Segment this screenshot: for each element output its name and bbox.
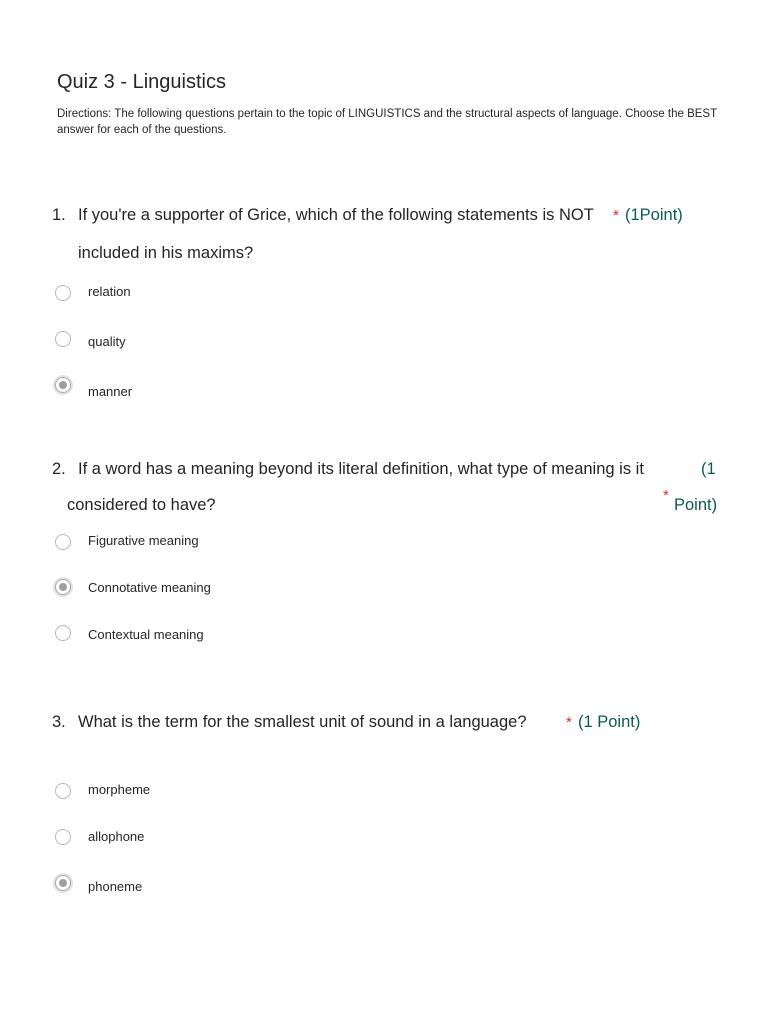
question-points: (1 Point) — [578, 713, 641, 731]
required-asterisk: * — [566, 714, 572, 731]
question-points: (1Point) — [625, 206, 683, 224]
question-text-continued: considered to have? — [67, 496, 216, 514]
radio-button[interactable] — [55, 285, 71, 301]
option-label[interactable]: Contextual meaning — [88, 627, 204, 642]
question-text: What is the term for the smallest unit of sound in a language? — [78, 713, 527, 731]
question-text: If you're a supporter of Grice, which of the following statements is NOT — [78, 206, 594, 224]
radio-button[interactable] — [55, 331, 71, 347]
radio-button[interactable] — [55, 625, 71, 641]
question-number: 3. — [52, 713, 66, 731]
radio-button[interactable] — [55, 534, 71, 550]
option-label[interactable]: relation — [88, 284, 131, 299]
option-label[interactable]: morpheme — [88, 782, 151, 797]
question-points-continued: Point) — [674, 496, 718, 514]
question-text-continued: included in his maxims? — [78, 244, 254, 262]
radio-button[interactable] — [55, 783, 71, 799]
option-label[interactable]: quality — [88, 334, 126, 349]
question-points: (1 — [701, 460, 716, 478]
question-number: 2. — [52, 460, 66, 478]
option-label[interactable]: phoneme — [88, 879, 143, 894]
option-label[interactable]: allophone — [88, 829, 145, 844]
quiz-directions: Directions: The following questions pertain to the topic of LINGUISTICS and the structural aspects of language. Choose the BEST answer for each of the questions. — [57, 108, 717, 136]
option-label[interactable]: manner — [88, 384, 133, 399]
required-asterisk: * — [663, 487, 669, 504]
radio-button-selected[interactable] — [55, 579, 71, 595]
option-label[interactable]: Figurative meaning — [88, 533, 199, 548]
question-number: 1. — [52, 206, 66, 224]
quiz-title: Quiz 3 - Linguistics — [57, 71, 226, 93]
radio-button[interactable] — [55, 829, 71, 845]
radio-button-selected[interactable] — [55, 875, 71, 891]
question-text: If a word has a meaning beyond its literal definition, what type of meaning is it — [78, 460, 644, 478]
option-label[interactable]: Connotative meaning — [88, 580, 211, 595]
required-asterisk: * — [613, 207, 619, 224]
radio-button-selected[interactable] — [55, 377, 71, 393]
